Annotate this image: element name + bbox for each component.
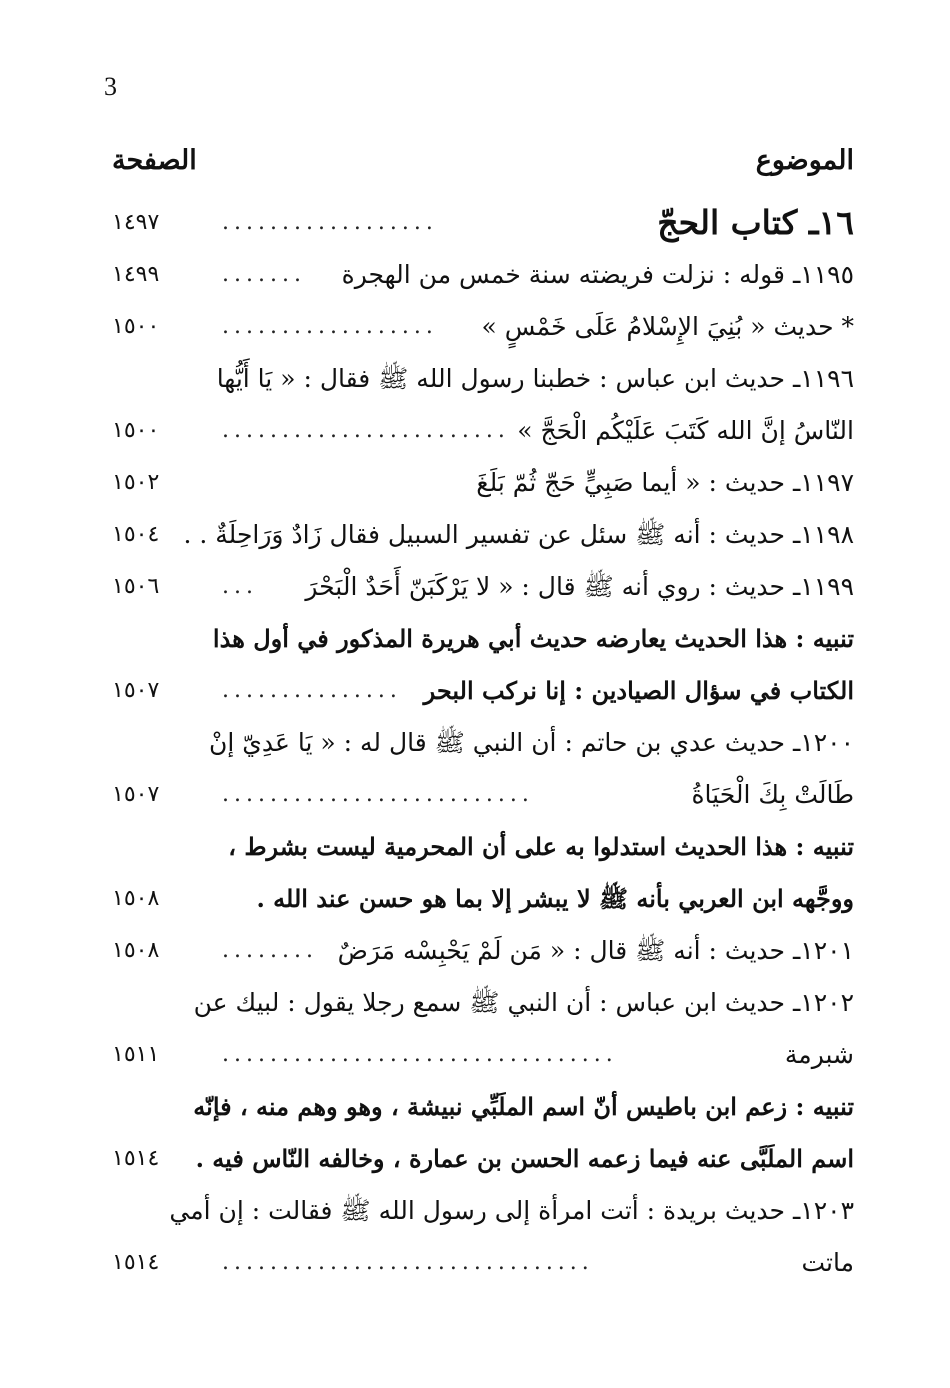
toc-note-text: الكتاب في سؤال الصيادين : إنا نركب البحر [423, 676, 854, 705]
toc-entry-text: ١١٩٦ـ حديث ابن عباس : خطبنا رسول الله ﷺ فقال : « يَا أَيُّها [216, 364, 854, 393]
toc-note-text: تنبيه : زعم ابن باطيس أنّ اسم الملَبِّي نبيشة ، وهو وهم منه ، فإنّه [193, 1092, 854, 1121]
toc-entry-page: ١٥٠٢ [112, 470, 160, 495]
leader-dots: ........ [222, 938, 318, 963]
toc-entry-text: ١٦ـ كتاب الحجّ [657, 203, 854, 242]
column-header-topic: الموضوع [755, 145, 854, 176]
toc-entry-page: ١٥٠٨ [112, 886, 160, 911]
toc-entry-page: ١٥١٤ [112, 1250, 160, 1275]
leader-dots: ....... [222, 262, 306, 287]
toc-entry-page: ١٥٠٦ [112, 574, 160, 599]
leader-dots: ................................. [222, 1042, 618, 1067]
toc-entry-page: ١٥٠٠ [112, 314, 160, 339]
toc-note-text: ووجَّهه ابن العربي بأنه ﷺ لا يبشر إلا بما هو حسن عند الله . [256, 884, 854, 913]
toc-entry-text: ١٢٠٢ـ حديث ابن عباس : أن النبي ﷺ سمع رجلا يقول : لبيك عن [193, 988, 854, 1017]
leader-dots: ............... [222, 678, 402, 703]
leader-dots: ........................ [222, 418, 510, 443]
toc-entry-text: ١١٩٥ـ قوله : نزلت فريضته سنة خمس من الهجرة [341, 260, 854, 289]
toc-entry-text: ماتت [801, 1248, 854, 1277]
toc-entry-text: شبرمة [784, 1040, 854, 1069]
toc-entry-page: ١٤٩٩ [112, 262, 160, 287]
leader-dots: ... [222, 574, 258, 599]
toc-entry-page: ١٥٠٠ [112, 418, 160, 443]
toc-entry-text: ١١٩٩ـ حديث : روي أنه ﷺ قال : « لا يَرْكَبَنّ أَحَدٌ الْبَحْرَ [305, 572, 854, 601]
toc-entry-page: ١٥١٤ [112, 1146, 160, 1171]
toc-note-text: تنبيه : هذا الحديث استدلوا به على أن المحرمية ليست بشرط ، [228, 832, 854, 861]
toc-entry-page: ١٥٠٨ [112, 938, 160, 963]
toc-entry-text: ١٢٠٣ـ حديث بريدة : أتت امرأة إلى رسول الله ﷺ فقالت : إن أمي [169, 1196, 854, 1225]
toc-entry-page: ١٥١١ [112, 1042, 160, 1067]
toc-note-text: تنبيه : هذا الحديث يعارضه حديث أبي هريرة المذكور في أول هذا [212, 624, 854, 653]
toc-entry-page: ١٥٠٧ [112, 782, 160, 807]
toc-entry-text: ١٢٠١ـ حديث : أنه ﷺ قال : « مَن لَمْ يَحْبِسْه مَرَضٌ [337, 936, 854, 965]
page-number: 3 [104, 72, 117, 101]
column-header-page: الصفحة [112, 145, 197, 176]
toc-entry-text: ١١٩٧ـ حديث : « أيما صَبِيٍّ حَجّ ثُمّ بَلَغَ [476, 468, 854, 497]
toc-note-text: اسم الملَبَّى عنه فيما زعمه الحسن بن عمارة ، وخالفه النّاس فيه . [195, 1144, 854, 1173]
toc-entry-text: طَالَتْ بِكَ الْحَيَاةُ [691, 780, 854, 809]
leader-dots: ............................... [222, 1250, 594, 1275]
leader-dots: .......................... [222, 782, 534, 807]
toc-entry-text: النّاسُ إنَّ الله كَتَبَ عَلَيْكُم الْحَجَّ » [517, 416, 854, 445]
toc-entry-text: ١١٩٨ـ حديث : أنه ﷺ سئل عن تفسير السبيل فقال زَادٌ وَرَاحِلَةٌ . . [183, 520, 854, 549]
toc-entry-text: ١٢٠٠ـ حديث عدي بن حاتم : أن النبي ﷺ قال له : « يَا عَدِيّ إنْ [209, 728, 854, 757]
toc-entry-page: ١٥٠٧ [112, 678, 160, 703]
toc-entry-text: * حديث « بُنِيَ الإِسْلامُ عَلَى خَمْسٍ » [481, 312, 854, 341]
leader-dots: .................. [222, 210, 438, 235]
toc-entry-page: ١٥٠٤ [112, 522, 160, 547]
toc-entry-page: ١٤٩٧ [112, 210, 160, 235]
leader-dots: .................. [222, 314, 438, 339]
